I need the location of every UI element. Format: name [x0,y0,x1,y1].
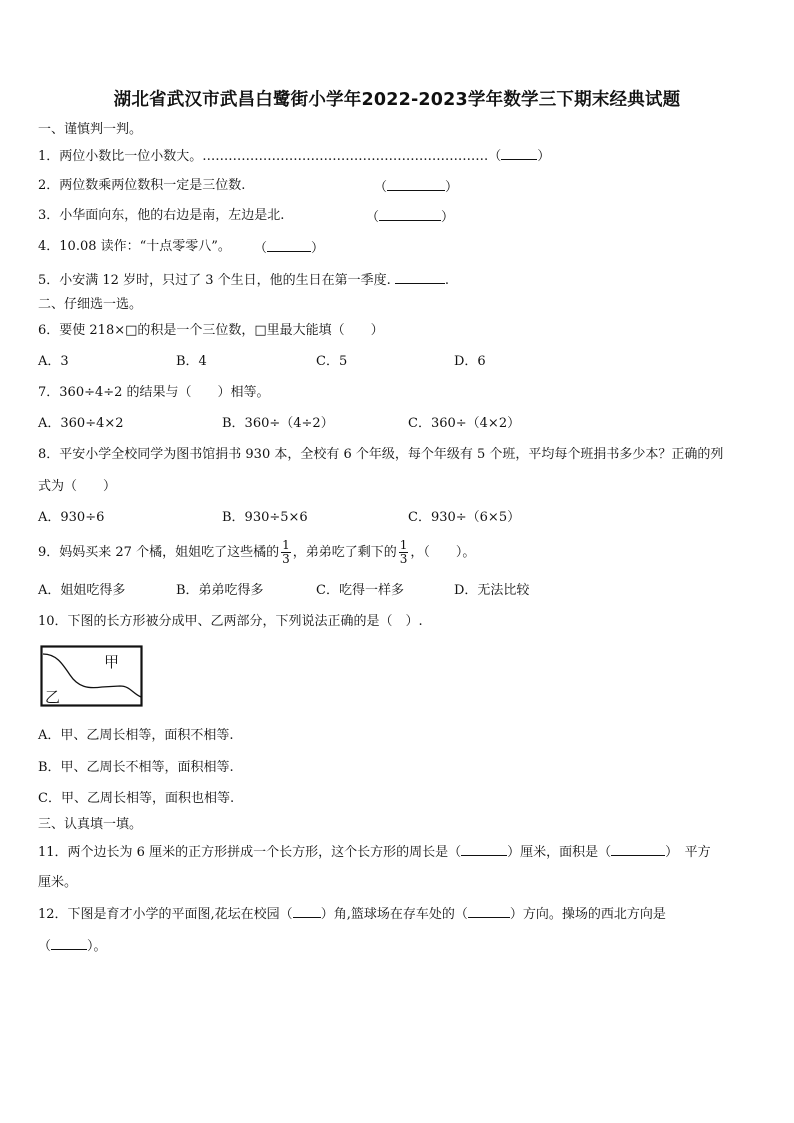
question-8-option-c[interactable]: C．930÷（6×5） [408,510,521,525]
question-2 [38,177,459,195]
section-heading-2: 二、仔细选一选。 [38,297,143,312]
question-3-answer-blank[interactable] [379,207,441,221]
question-9-part-2: ，弟弟吃了剩下的 [292,545,397,560]
question-3-text: 3．小华面向东，他的右边是南，左边是北. [38,208,285,223]
question-9 [38,538,475,568]
question-7-option-c[interactable]: C．360÷（4×2） [408,416,521,431]
question-9-option-b[interactable]: B．弟弟吃得多 [176,583,264,598]
question-7-option-b[interactable]: B．360÷（4÷2） [222,416,334,431]
question-12-blank-flowerbed[interactable] [293,904,321,918]
question-1 [38,146,550,166]
question-12-blank-basketball[interactable] [468,904,510,918]
question-9-fraction-2 [399,539,409,566]
question-12-blank-playground[interactable] [51,936,87,950]
question-9-option-c[interactable]: C．吃得一样多 [316,583,404,598]
question-8-line-2: 式为（ ） [38,479,117,494]
question-11-blank-perimeter[interactable] [461,842,507,856]
section-heading-1: 一、谨慎判一判。 [38,122,143,137]
question-11-part-1: 11．两个边长为 6 厘米的正方形拼成一个长方形，这个长方形的周长是（ [38,845,462,860]
question-6-option-a[interactable]: A．3 [38,354,69,369]
question-1-answer-blank[interactable] [501,146,537,160]
question-10-option-c[interactable]: C．甲、乙周长相等，面积也相等. [38,791,235,806]
question-5-answer-blank[interactable] [395,270,445,284]
question-4-text: 4．10.08 读作：“十点零零八”。 [38,239,231,254]
question-9-part-3: ，（ ）。 [410,545,476,560]
question-9-option-d[interactable]: D．无法比较 [454,583,530,598]
question-11-line-2: 厘米。 [38,875,78,890]
fraction-numerator: 1 [399,538,408,552]
question-11-line-1 [38,842,711,862]
question-4-answer-blank[interactable] [267,238,311,252]
question-12-line-1 [38,904,666,924]
question-8-line-1: 8．平安小学全校同学为图书馆捐书 930 本，全校有 6 个年级，每个年级有 5 个班，平均每个班捐书多少本？正确的列 [38,447,724,462]
question-6-option-d[interactable]: D．6 [454,354,486,369]
rectangle-figure [40,645,144,709]
question-3-paren-left: （ [366,210,380,225]
question-10-option-b[interactable]: B．甲、乙周长不相等，面积相等. [38,760,234,775]
question-9-fraction-1 [281,539,291,566]
question-3-paren-right: ） [441,210,455,225]
fraction-numerator: 1 [282,538,290,552]
question-5-text: 5．小安满 12 岁时，只过了 3 个生日，他的生日在第一季度. [38,273,391,288]
section-heading-3: 三、认真填一填。 [38,817,143,832]
question-9-option-a[interactable]: A．姐姐吃得多 [38,583,126,598]
question-2-paren-right: ） [445,180,459,195]
fraction-denominator: 3 [282,552,290,566]
question-12-paren-left: （ [38,939,52,954]
question-1-text: 1．两位小数比一位小数大。………………………………………………………… [38,149,489,164]
question-1-paren-left: （ [488,149,502,164]
question-5-end: . [444,273,450,288]
question-4 [38,238,325,256]
question-11-part-2: ）厘米，面积是（ [507,845,612,860]
figure-label-yi: 乙 [45,688,61,706]
question-4-paren-left: （ [254,241,268,256]
question-12-part-2: ）角,篮球场在存车处的（ [320,907,468,922]
question-4-paren-right: ） [311,241,325,256]
question-11-part-3: ） 平方 [665,845,711,860]
question-12-paren-right: ）。 [87,939,107,954]
question-6-option-b[interactable]: B．4 [176,354,207,369]
page-title: 湖北省武汉市武昌白鹭街小学年2022-2023学年数学三下期末经典试题 [113,90,681,110]
question-12-part-1: 12．下图是育才小学的平面图,花坛在校园（ [38,907,293,922]
question-11-blank-area[interactable] [611,842,665,856]
question-3-answer [366,207,454,227]
question-12-line-2 [38,936,107,956]
question-3 [38,207,455,225]
question-7: 7．360÷4÷2 的结果与（ ）相等。 [38,385,270,400]
question-5 [38,270,449,290]
question-8-option-b[interactable]: B．930÷5×6 [222,510,308,525]
question-4-answer [254,238,324,258]
question-10-option-a[interactable]: A．甲、乙周长相等，面积不相等. [38,728,234,743]
fraction-denominator: 3 [399,552,408,566]
question-12-part-3: ）方向。操场的西北方向是 [509,907,666,922]
question-10: 10．下图的长方形被分成甲、乙两部分，下列说法正确的是（ ）. [38,614,423,629]
question-7-option-a[interactable]: A．360÷4×2 [38,416,124,431]
question-2-paren-left: （ [374,180,388,195]
question-1-paren-right: ） [537,149,551,164]
question-9-part-1: 9．妈妈买来 27 个橘，姐姐吃了这些橘的 [38,545,280,560]
question-8-option-a[interactable]: A．930÷6 [38,510,105,525]
question-2-answer-blank[interactable] [387,177,445,191]
question-6: 6．要使 218×□的积是一个三位数，□里最大能填（ ） [38,323,384,338]
question-2-answer [374,177,458,197]
question-2-text: 2．两位数乘两位数积一定是三位数. [38,178,246,193]
question-6-option-c[interactable]: C．5 [316,354,348,369]
figure-label-jia: 甲 [104,653,120,671]
